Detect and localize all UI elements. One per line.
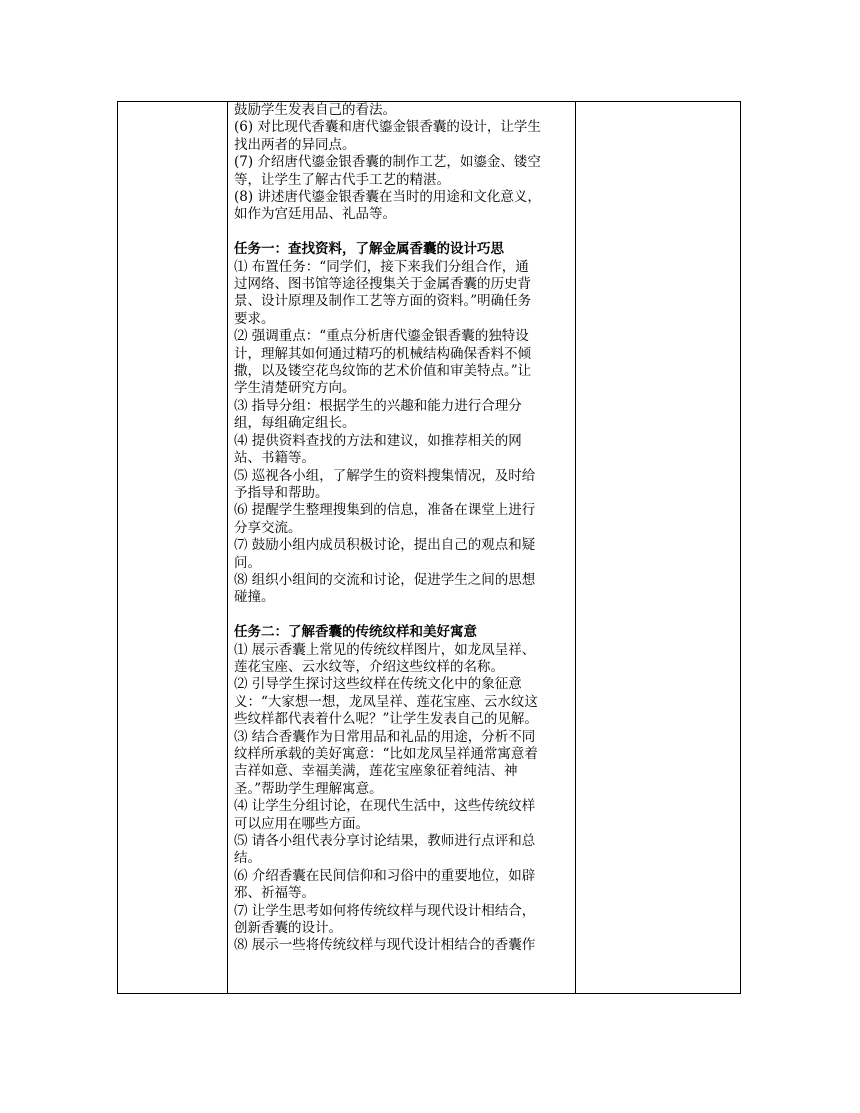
text-line: 撒，以及镂空花鸟纹饰的艺术价值和审美特点。”让 bbox=[234, 363, 532, 380]
column-divider-left bbox=[227, 102, 228, 993]
text-line: 碰撞。 bbox=[234, 589, 275, 606]
text-line: 景、设计原理及制作工艺等方面的资料。”明确任务 bbox=[234, 293, 532, 310]
text-line: 予指导和帮助。 bbox=[234, 484, 329, 501]
text-line: 站、书籍等。 bbox=[234, 450, 315, 467]
text-line: ⑸ 请各小组代表分享讨论结果，教师进行点评和总 bbox=[234, 833, 536, 850]
text-line: ⑶ 指导分组：根据学生的兴趣和能力进行合理分 bbox=[234, 397, 522, 414]
text-line: (7) 介绍唐代鎏金银香囊的制作工艺，如鎏金、镂空 bbox=[234, 154, 541, 171]
text-line: ⑸ 巡视各小组，了解学生的资料搜集情况，及时给 bbox=[234, 467, 536, 484]
task-one-steps bbox=[234, 259, 568, 607]
text-line: 义：“大家想一想，龙凤呈祥、莲花宝座、云水纹这 bbox=[234, 693, 538, 710]
text-line: 纹样所承载的美好寓意：“比如龙凤呈祥通常寓意着 bbox=[234, 746, 538, 762]
text-line: ⑺ 让学生思考如何将传统纹样与现代设计相结合， bbox=[234, 902, 536, 919]
text-line: ⑴ 布置任务：“同学们，接下来我们分组合作，通 bbox=[234, 258, 529, 275]
text-line: ⑵ 引导学生探讨这些纹样在传统文化中的象征意 bbox=[234, 676, 522, 693]
intro-paragraph-group bbox=[234, 102, 568, 224]
text-line: ⑻ 组织小组间的交流和讨论，促进学生之间的思想 bbox=[234, 571, 536, 588]
task-one-heading: 任务一：查找资料，了解金属香囊的设计巧思 bbox=[234, 241, 504, 258]
text-line: ⑷ 让学生分组讨论，在现代生活中，这些传统纹样 bbox=[234, 798, 536, 815]
text-line: ⑴ 展示香囊上常见的传统纹样图片，如龙凤呈祥、 bbox=[234, 641, 536, 658]
text-line: ⑵ 强调重点：“重点分析唐代鎏金银香囊的独特设 bbox=[234, 328, 529, 345]
text-line: 学生清楚研究方向。 bbox=[234, 380, 356, 397]
text-line: ⑹ 介绍香囊在民间信仰和习俗中的重要地位，如辟 bbox=[234, 867, 536, 884]
text-line: 计，理解其如何通过精巧的机械结构确保香料不倾 bbox=[234, 345, 531, 362]
teaching-activities-cell bbox=[234, 102, 568, 955]
text-line: ⑹ 提醒学生整理搜集到的信息，准备在课堂上进行 bbox=[234, 502, 536, 519]
text-line: 创新香囊的设计。 bbox=[234, 920, 342, 937]
text-line: 找出两者的异同点。 bbox=[234, 136, 356, 153]
text-line: 吉祥如意、幸福美满，莲花宝座象征着纯洁、神 bbox=[234, 763, 518, 780]
text-line: 分享交流。 bbox=[234, 519, 302, 536]
text-line: ⑷ 提供资料查找的方法和建议，如推荐相关的网 bbox=[234, 432, 522, 449]
text-line: 等，让学生了解古代手工艺的精湛。 bbox=[234, 171, 450, 188]
spacer bbox=[234, 607, 568, 624]
text-line: 问。 bbox=[234, 554, 261, 571]
text-line: (8) 讲述唐代鎏金银香囊在当时的用途和文化意义， bbox=[234, 189, 541, 206]
text-line: 莲花宝座、云水纹等，介绍这些纹样的名称。 bbox=[234, 658, 504, 675]
text-line: ⑶ 结合香囊作为日常用品和礼品的用途，分析不同 bbox=[234, 728, 536, 745]
text-line: 圣。”帮助学生理解寓意。 bbox=[234, 780, 383, 797]
column-divider-right bbox=[575, 102, 576, 993]
text-line: 过网络、图书馆等途径搜集关于金属香囊的历史背 bbox=[234, 276, 531, 293]
text-line: 鼓励学生发表自己的看法。 bbox=[234, 102, 396, 118]
text-line: 可以应用在哪些方面。 bbox=[234, 815, 369, 832]
spacer bbox=[234, 224, 568, 241]
text-line: 要求。 bbox=[234, 310, 275, 327]
text-line: ⑺ 鼓励小组内成员积极讨论，提出自己的观点和疑 bbox=[234, 537, 536, 554]
text-line: 些纹样都代表着什么呢？”让学生发表自己的见解。 bbox=[234, 711, 538, 728]
lesson-plan-table bbox=[117, 101, 741, 994]
text-line: ⑻ 展示一些将传统纹样与现代设计相结合的香囊作 bbox=[234, 937, 536, 954]
task-two-heading: 任务二：了解香囊的传统纹样和美好寓意 bbox=[234, 624, 477, 641]
text-line: 结。 bbox=[234, 850, 261, 867]
text-line: 组，每组确定组长。 bbox=[234, 415, 356, 432]
task-two-steps bbox=[234, 642, 568, 955]
text-line: (6) 对比现代香囊和唐代鎏金银香囊的设计，让学生 bbox=[234, 119, 541, 136]
text-line: 如作为宫廷用品、礼品等。 bbox=[234, 206, 396, 223]
text-line: 邪、祈福等。 bbox=[234, 885, 315, 902]
